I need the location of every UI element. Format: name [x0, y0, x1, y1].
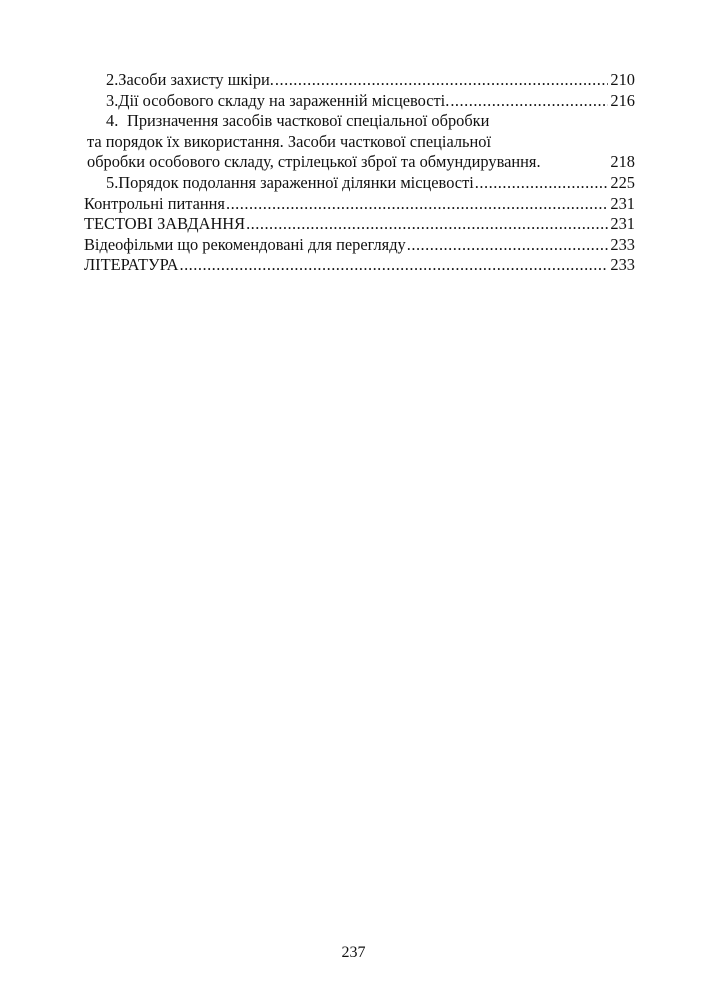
toc-entry-number: 4. [106, 111, 119, 131]
toc-entry-page: 233 [610, 234, 635, 254]
toc-entry-number: 2. [106, 70, 119, 89]
dot-leader [475, 173, 608, 194]
dot-leader [275, 70, 608, 91]
toc-entry [84, 194, 635, 215]
toc-entry-title-line1: Призначення засобів часткової спеціальної обробки [127, 111, 490, 131]
toc-entry-number: 3. [106, 90, 119, 110]
toc-entry [84, 255, 635, 276]
toc-entry-title: ТЕСТОВІ ЗАВДАННЯ [84, 214, 246, 234]
toc-entry-title-line3: обробки особового складу, стрілецької зброї та обмундирування. [87, 152, 541, 172]
toc-entry [84, 111, 635, 132]
dot-leader [179, 255, 608, 276]
toc-entry-page: 210 [610, 70, 635, 89]
toc-entry-title: ЛІТЕРАТУРА [84, 255, 179, 275]
page-number: 237 [341, 944, 366, 961]
toc-entry-number: 5. [106, 172, 119, 192]
toc-entry-title: Дії особового складу на зараженній місцевості. [118, 90, 450, 110]
toc-entry [84, 235, 635, 256]
toc-entry-page: 233 [610, 255, 635, 275]
toc-entry-page: 231 [610, 214, 635, 234]
toc-entry-title: Порядок подолання зараженної ділянки місцевості [118, 172, 474, 192]
toc-entry-title: Контрольні питання [84, 193, 225, 213]
toc-entry-page: 231 [610, 193, 635, 213]
toc-entry [84, 173, 635, 194]
toc-entry-page: 218 [610, 152, 635, 172]
table-of-contents [84, 70, 635, 276]
toc-entry [84, 214, 635, 235]
toc-entry [84, 70, 635, 91]
toc-entry-page: 216 [610, 90, 635, 110]
toc-entry-continuation [84, 152, 635, 173]
toc-entry-title-line2: та порядок їх використання. Засоби часткової спеціальної [87, 131, 492, 151]
toc-entry-continuation [84, 132, 635, 153]
dot-leader [246, 214, 608, 235]
toc-entry-page: 225 [610, 172, 635, 192]
dot-leader [407, 235, 608, 256]
dot-leader [226, 194, 608, 215]
dot-leader [450, 91, 608, 112]
toc-entry-title: Відеофільми що рекомендовані для перегляду [84, 234, 406, 254]
toc-entry [84, 91, 635, 112]
toc-entry-title: Засоби захисту шкіри. [118, 70, 274, 89]
